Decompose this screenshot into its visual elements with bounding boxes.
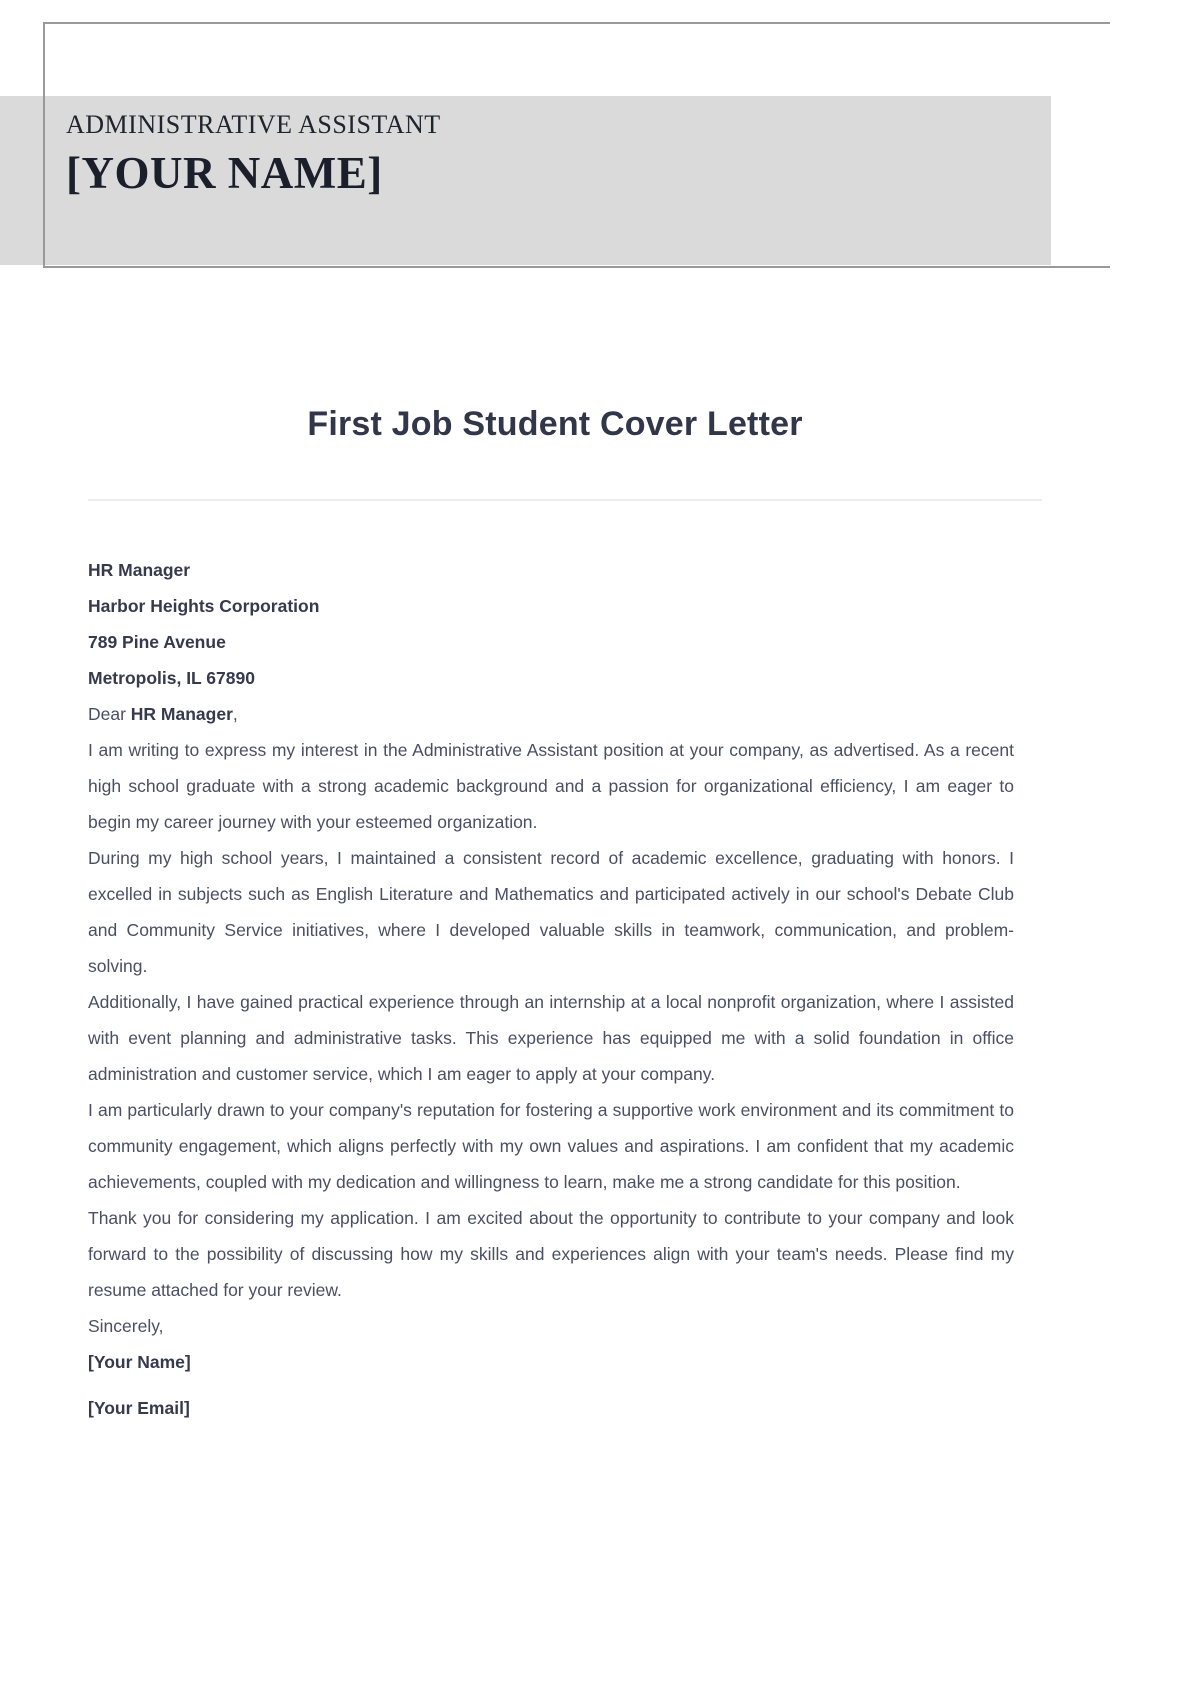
applicant-role: ADMINISTRATIVE ASSISTANT — [66, 110, 441, 139]
letter-body — [88, 552, 1014, 1426]
letterhead-text-group — [66, 110, 966, 200]
salutation-recipient: HR Manager — [130, 704, 233, 724]
salutation-suffix: , — [232, 704, 238, 724]
salutation-prefix: Dear — [88, 704, 131, 724]
body-paragraph-1: I am writing to express my interest in the Administrative Assistant position at your company, as advertised. As a recent high school graduate with a strong academic background and a passion for organizational efficiency, I am eager to begin my career journey with your esteemed organization. — [88, 740, 1014, 832]
applicant-name: [YOUR NAME] — [66, 147, 383, 198]
body-paragraph-2: During my high school years, I maintained a consistent record of academic excellence, graduating with honors. I excelled in subjects such as English Literature and Mathematics and participated actively in our school's Debate Club and Community Service initiatives, where I developed valuable skills in teamwork, communication, and problem-solving. — [88, 848, 1014, 976]
body-paragraph-5: Thank you for considering my application. I am excited about the opportunity to contribute to your company and look forward to the possibility of discussing how my skills and experiences align with your team's needs. Please find my resume attached for your review. — [88, 1208, 1014, 1300]
recipient-line-2: Harbor Heights Corporation — [88, 596, 320, 616]
body-paragraph-3: Additionally, I have gained practical experience through an internship at a local nonprofit organization, where I assisted with event planning and administrative tasks. This experience has equipped me with a solid foundation in office administration and customer service, which I am eager to apply at your company. — [88, 992, 1014, 1084]
recipient-line-1: HR Manager — [88, 560, 191, 580]
recipient-line-3: 789 Pine Avenue — [88, 632, 226, 652]
recipient-line-4: Metropolis, IL 67890 — [88, 668, 255, 688]
page-title: First Job Student Cover Letter — [307, 405, 803, 443]
title-divider — [88, 499, 1042, 501]
salutation — [88, 696, 1014, 732]
letterhead — [0, 0, 1110, 290]
signature-name: [Your Name] — [88, 1352, 191, 1372]
body-paragraph-4: I am particularly drawn to your company's reputation for fostering a supportive work environment and its commitment to community engagement, which aligns perfectly with my own values and aspirations. I am confident that my academic achievements, coupled with my dedication and willingness to learn, make me a strong candidate for this position. — [88, 1100, 1014, 1192]
closing-salutation: Sincerely, — [88, 1316, 164, 1336]
signature-email: [Your Email] — [88, 1398, 190, 1418]
